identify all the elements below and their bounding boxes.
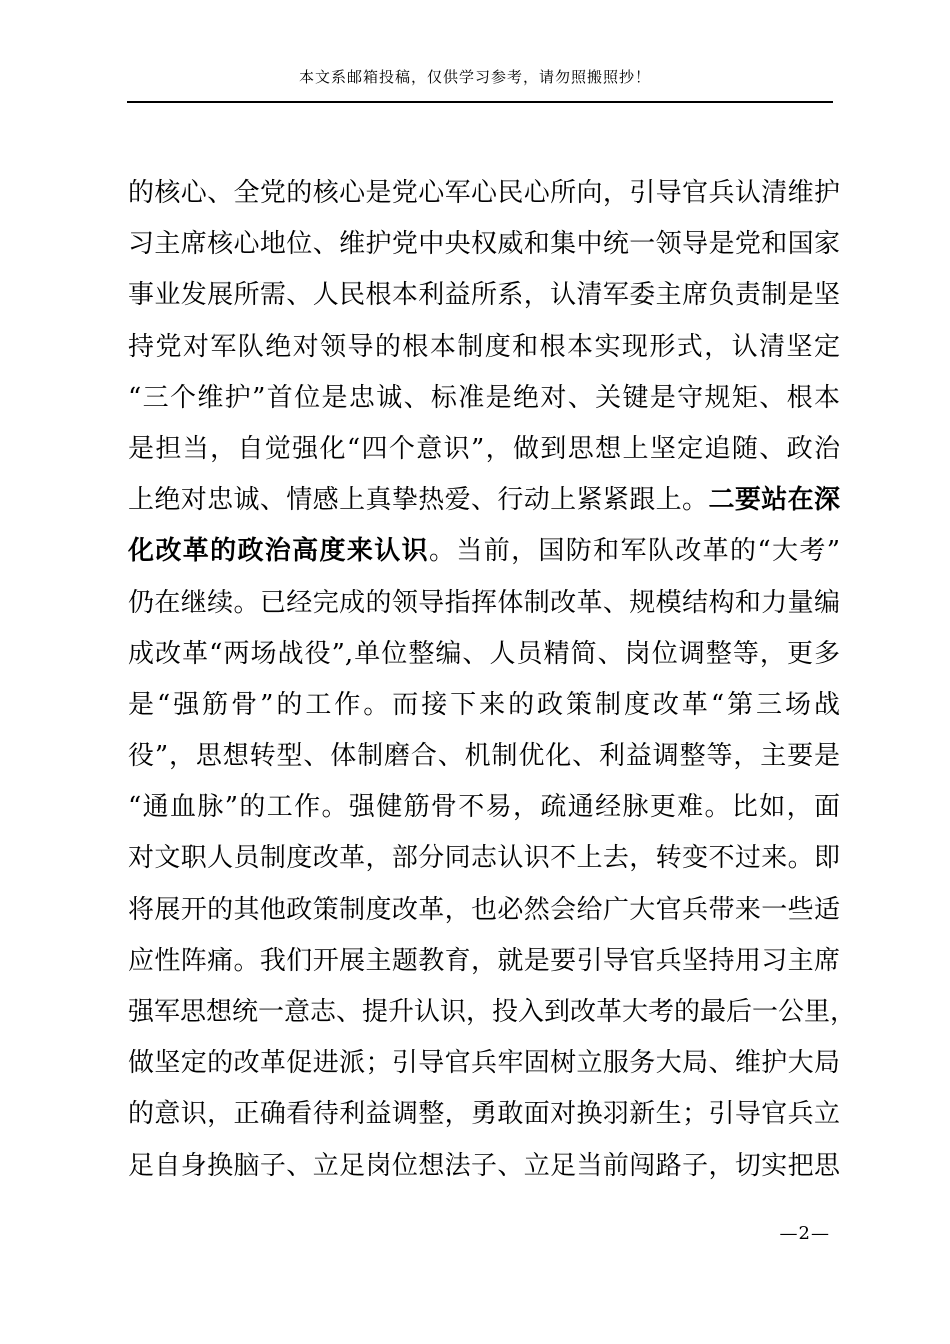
text-run: 持党对军队绝对领导的根本制度和根本实现形式，认清坚定 bbox=[128, 331, 840, 362]
text-line bbox=[128, 168, 840, 219]
page-number: —2— bbox=[779, 1223, 830, 1244]
text-line bbox=[128, 322, 840, 373]
text-run: 将展开的其他政策制度改革，也必然会给广大官兵带来一些适 bbox=[128, 894, 840, 925]
bold-text-run: 化改革的政治高度来认识 bbox=[128, 536, 429, 567]
text-line bbox=[128, 373, 840, 424]
text-run: 事业发展所需、人民根本利益所系，认清军委主席负责制是坚 bbox=[128, 280, 840, 311]
text-line bbox=[128, 782, 840, 833]
text-run: 应性阵痛。我们开展主题教育，就是要引导官兵坚持用习主席 bbox=[128, 945, 840, 976]
text-run: 习主席核心地位、维护党中央权威和集中统一领导是党和国家 bbox=[128, 229, 840, 260]
text-line bbox=[128, 680, 840, 731]
text-line bbox=[128, 1089, 840, 1140]
text-run: “三个维护”首位是忠诚、标准是绝对、关键是守规矩、根本 bbox=[128, 382, 840, 413]
text-run: 是“强筋骨”的工作。而接下来的政策制度改革“第三场战 bbox=[128, 689, 840, 720]
text-run: 成改革“两场战役”,单位整编、人员精简、岗位调整等，更多 bbox=[128, 638, 840, 669]
text-run: “通血脉”的工作。强健筋骨不易，疏通经脉更难。比如，面 bbox=[128, 792, 840, 823]
text-line bbox=[128, 731, 840, 782]
text-run: 是担当，自觉强化“四个意识”，做到思想上坚定追随、政治 bbox=[128, 433, 840, 464]
text-line bbox=[128, 1038, 840, 1089]
text-run: 足自身换脑子、立足岗位想法子、立足当前闯路子，切实把思 bbox=[128, 1150, 840, 1181]
text-line bbox=[128, 885, 840, 936]
text-line bbox=[128, 987, 857, 1038]
text-line bbox=[128, 833, 840, 884]
header-notice: 本文系邮箱投稿，仅供学习参考，请勿照搬照抄！ bbox=[298, 68, 651, 86]
text-run: 役”，思想转型、体制磨合、机制优化、利益调整等，主要是 bbox=[128, 741, 840, 772]
text-run: 强军思想统一意志、提升认识，投入到改革大考的最后一公里， bbox=[128, 997, 857, 1027]
text-line bbox=[128, 424, 840, 475]
text-run: 的核心、全党的核心是党心军心民心所向，引导官兵认清维护 bbox=[128, 178, 840, 208]
text-run: 上绝对忠诚、情感上真挚热爱、行动上紧紧跟上。 bbox=[128, 485, 709, 516]
text-line bbox=[128, 526, 840, 577]
text-line bbox=[128, 1141, 840, 1192]
text-line bbox=[128, 219, 840, 270]
text-line bbox=[128, 629, 840, 680]
text-run: 对文职人员制度改革，部分同志认识不上去，转变不过来。即 bbox=[128, 843, 840, 874]
header-divider bbox=[127, 101, 833, 103]
text-line bbox=[128, 475, 840, 526]
text-run: 仍在继续。已经完成的领导指挥体制改革、规模结构和力量编 bbox=[128, 587, 840, 618]
text-run: 。当前，国防和军队改革的“大考” bbox=[428, 536, 840, 567]
body-text bbox=[128, 168, 857, 1192]
text-line bbox=[128, 578, 840, 629]
text-line bbox=[128, 270, 840, 321]
text-run: 做坚定的改革促进派；引导官兵牢固树立服务大局、维护大局 bbox=[128, 1048, 840, 1079]
text-line bbox=[128, 936, 840, 987]
bold-text-run: 二要站在深 bbox=[708, 485, 840, 516]
text-run: 的意识，正确看待利益调整，勇敢面对换羽新生；引导官兵立 bbox=[128, 1099, 840, 1130]
